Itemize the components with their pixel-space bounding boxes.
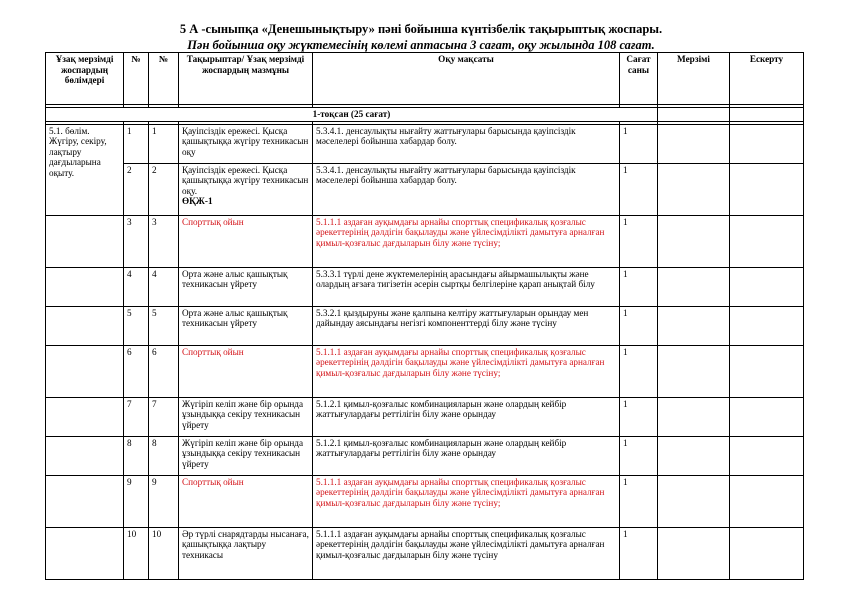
hours-cell: 1: [620, 215, 658, 267]
header-note: Ескерту: [730, 53, 804, 105]
topic-cell: [179, 163, 313, 215]
section-cell-empty: [46, 527, 124, 579]
row-number: 10: [124, 527, 149, 579]
row-number: 8: [124, 436, 149, 475]
row-number: 2: [124, 163, 149, 215]
note-cell: [730, 475, 804, 527]
objective-cell: 5.1.1.1 аздаған ауқымдағы арнайы спорттық спецификалық қозғалыс әрекеттерінің дәлдігін бақылауды және үйлесімділікті дамытуға арналған қимыл-қозғалыс дағдыларын білу және түсіну;: [313, 475, 620, 527]
topic-text: Спорттық ойын: [182, 346, 244, 357]
hours-cell: 1: [620, 306, 658, 345]
section-cell-empty: [46, 436, 124, 475]
table-row: [46, 124, 804, 163]
section-cell-empty: [46, 345, 124, 397]
date-cell: [658, 397, 730, 436]
objective-cell: 5.3.2.1 қыздыруны және қалпына келтіру жаттығуларын орындау мен дайындау аясындағы негізгі компоненттерді білу және түсіну: [313, 306, 620, 345]
date-cell: [658, 345, 730, 397]
hours-cell: 1: [620, 436, 658, 475]
note-cell: [730, 527, 804, 579]
topic-text: Жүгіріп келіп және бір орында ұзындыққа секіру техникасын үйрету: [182, 398, 304, 430]
row-number-secondary: 10: [149, 527, 179, 579]
topic-cell: [179, 436, 313, 475]
table-row: [46, 436, 804, 475]
objective-cell: 5.3.3.1 түрлі дене жүктемелерінің арасындағы айырмашылықты және олардың ағзаға тигізетін әсерін сыртқы белгілеріне қарап анықтай білу: [313, 267, 620, 306]
table-row: [46, 306, 804, 345]
hours-cell: 1: [620, 163, 658, 215]
date-cell: [658, 527, 730, 579]
objective-cell: 5.1.1.1 аздаған ауқымдағы арнайы спорттық спецификалық қозғалыс әрекеттерінің дәлдігін бақылауды және үйлесімділікті дамытуға арналған қимыл-қозғалыс дағдыларын білу және түсіну: [313, 527, 620, 579]
row-number-secondary: 7: [149, 397, 179, 436]
row-number-secondary: 4: [149, 267, 179, 306]
plan-body: [46, 124, 804, 579]
row-number-secondary: 1: [149, 124, 179, 163]
hours-cell: 1: [620, 527, 658, 579]
table-row: [46, 163, 804, 215]
quarter-label: 1-тоқсан (25 сағат): [46, 108, 658, 122]
note-cell: [730, 436, 804, 475]
row-number-secondary: 5: [149, 306, 179, 345]
hours-cell: 1: [620, 475, 658, 527]
row-number: 9: [124, 475, 149, 527]
topic-text: Орта және алыс қашықтық техникасын үйрету: [182, 307, 288, 329]
table-row: [46, 397, 804, 436]
table-row: [46, 527, 804, 579]
topic-text: Жүгіріп келіп және бір орында ұзындыққа секіру техникасын үйрету: [182, 437, 304, 469]
topic-text: Әр түрлі снарядтарды нысанаға, қашықтыққа лақтыру техникасы: [182, 528, 309, 560]
row-number-secondary: 6: [149, 345, 179, 397]
section-cell-empty: [46, 215, 124, 267]
topic-cell: [179, 475, 313, 527]
topic-cell: [179, 267, 313, 306]
topic-cell: [179, 527, 313, 579]
header-section: Ұзақ мерзімді жоспардың бөлімдері: [46, 53, 124, 105]
control-work-label: ӨҚЖ-1: [182, 196, 213, 207]
table-row: [46, 267, 804, 306]
header-date: Мерзімі: [658, 53, 730, 105]
quarter-row: [46, 108, 804, 122]
topic-cell: [179, 397, 313, 436]
document-subtitle: Пән бойынша оқу жүктемесінің көлемі аптасына 3 сағат, оқу жылында 108 сағат.: [187, 38, 655, 52]
row-number: 5: [124, 306, 149, 345]
row-number: 6: [124, 345, 149, 397]
section-cell-empty: [46, 306, 124, 345]
note-cell: [730, 215, 804, 267]
row-number-secondary: 8: [149, 436, 179, 475]
header-hours: Сағат саны: [620, 53, 658, 105]
note-cell: [730, 124, 804, 163]
row-number: 3: [124, 215, 149, 267]
note-cell: [730, 267, 804, 306]
date-cell: [658, 306, 730, 345]
topic-cell: [179, 345, 313, 397]
date-cell: [658, 124, 730, 163]
table-row: [46, 345, 804, 397]
objective-cell: 5.1.2.1 қимыл-қозғалыс комбинацияларын және олардың кейбір жаттығулардағы реттілігін білу және орындау: [313, 397, 620, 436]
topic-text: Орта және алыс қашықтық техникасын үйрету: [182, 268, 288, 290]
header-objective: Оқу мақсаты: [313, 53, 620, 105]
table-row: [46, 475, 804, 527]
section-cell-empty: [46, 397, 124, 436]
header-num-1: №: [124, 53, 149, 105]
hours-cell: 1: [620, 124, 658, 163]
topic-text: Қауіпсіздік ережесі. Қысқа қашықтыққа жүгіру техникасын оқу: [182, 125, 309, 157]
row-number: 7: [124, 397, 149, 436]
note-cell: [730, 163, 804, 215]
objective-cell: 5.3.4.1. денсаулықты нығайту жаттығулары барысында қауіпсіздік мәселелері бойынша хабардар болу.: [313, 163, 620, 215]
section-cell: 5.1. бөлім. Жүгіру, секіру, лақтыру дағдыларына оқыту.: [46, 124, 124, 215]
note-cell: [730, 345, 804, 397]
note-cell: [730, 397, 804, 436]
section-cell-empty: [46, 475, 124, 527]
topic-text: Спорттық ойын: [182, 216, 244, 227]
objective-cell: 5.1.1.1 аздаған ауқымдағы арнайы спорттық спецификалық қозғалыс әрекеттерінің дәлдігін бақылауды және үйлесімділікті дамытуға арналған қимыл-қозғалыс дағдыларын білу және түсіну;: [313, 345, 620, 397]
row-number: 1: [124, 124, 149, 163]
objective-cell: 5.1.2.1 қимыл-қозғалыс комбинацияларын және олардың кейбір жаттығулардағы реттілігін білу және орындау: [313, 436, 620, 475]
row-number-secondary: 3: [149, 215, 179, 267]
topic-cell: [179, 215, 313, 267]
hours-cell: 1: [620, 397, 658, 436]
thematic-plan-table: [45, 52, 804, 580]
section-cell-empty: [46, 267, 124, 306]
header-topic: Тақырыптар/ Ұзақ мерзімді жоспардың мазмұны: [179, 53, 313, 105]
objective-cell: 5.3.4.1. денсаулықты нығайту жаттығулары барысында қауіпсіздік мәселелері бойынша хабардар болу.: [313, 124, 620, 163]
note-cell: [730, 306, 804, 345]
date-cell: [658, 475, 730, 527]
header-num-2: №: [149, 53, 179, 105]
topic-text: Қауіпсіздік ережесі. Қысқа қашықтыққа жүгіру техникасын оқу.: [182, 164, 309, 196]
table-row: [46, 215, 804, 267]
topic-text: Спорттық ойын: [182, 476, 244, 487]
topic-cell: [179, 306, 313, 345]
header-row: [46, 53, 804, 105]
hours-cell: 1: [620, 267, 658, 306]
document-title: 5 А -сыныпқа «Денешынықтыру» пәні бойынша күнтізбелік тақырыптық жоспары.: [179, 22, 663, 36]
date-cell: [658, 267, 730, 306]
topic-cell: [179, 124, 313, 163]
row-number: 4: [124, 267, 149, 306]
row-number-secondary: 2: [149, 163, 179, 215]
date-cell: [658, 215, 730, 267]
date-cell: [658, 436, 730, 475]
hours-cell: 1: [620, 345, 658, 397]
row-number-secondary: 9: [149, 475, 179, 527]
objective-cell: 5.1.1.1 аздаған ауқымдағы арнайы спорттық спецификалық қозғалыс әрекеттерінің дәлдігін бақылауды және үйлесімділікті дамытуға арналған қимыл-қозғалыс дағдыларын білу және түсіну;: [313, 215, 620, 267]
date-cell: [658, 163, 730, 215]
